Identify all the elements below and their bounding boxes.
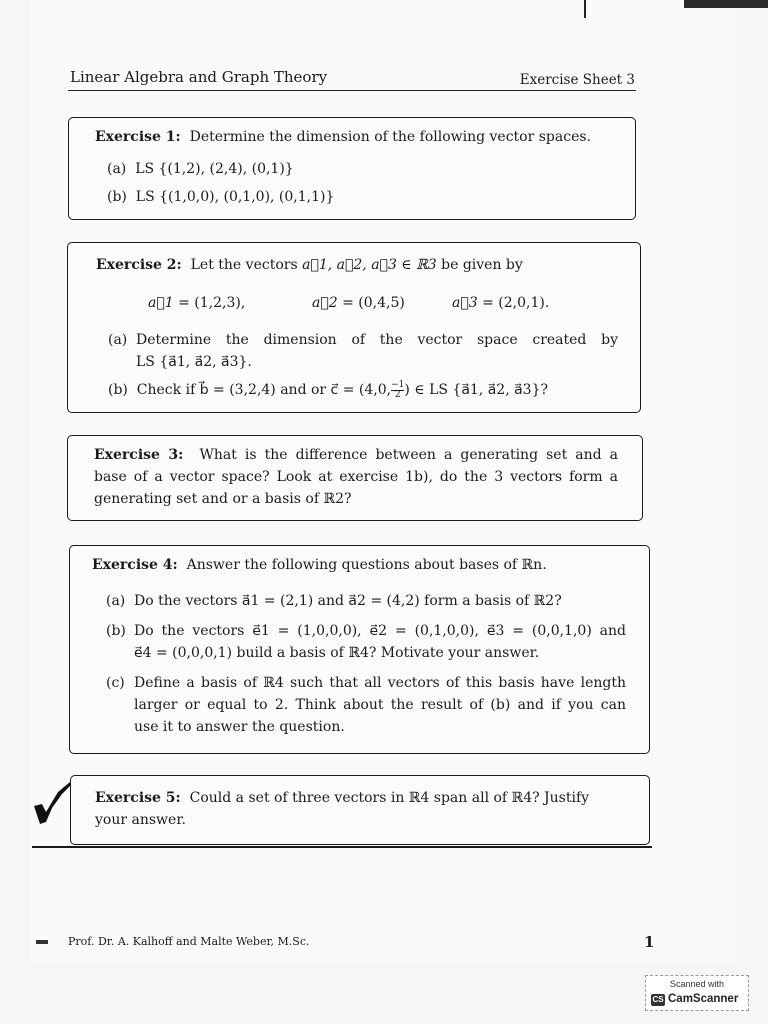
exercise-2-item-a: (a) Determine the dimension of the vector space created by LS {a⃗1, a⃗2, a⃗3}. [108, 332, 618, 370]
exercise-3-box [67, 435, 643, 521]
vector-a2: a⃗2 = (0,4,5) [312, 295, 405, 311]
sheet-title: Exercise Sheet 3 [519, 72, 635, 88]
exercise-4-item-b: (b) Do the vectors e⃗1 = (1,0,0,0), e⃗2 = (0,1,0,0), e⃗3 = (0,0,1,0) and e⃗4 = (0,0,0,1) build a basis of ℝ4? Motivate your answer. [106, 623, 626, 661]
exercise-5-label: Exercise 5: [95, 790, 181, 806]
exercise-2-item-b: (b) Check if b⃗ = (3,2,4) and or c⃗ = (4,0, $\frac{-1}{2}$ ) ∈ LS {a⃗1, a⃗2, a⃗3}? [108, 379, 548, 400]
camscanner-badge [645, 975, 749, 1011]
vector-a3: a⃗3 = (2,0,1). [452, 295, 550, 311]
exercise-1-label: Exercise 1: [95, 129, 181, 145]
scan-edge-mark [584, 0, 586, 18]
exercise-2-box [67, 242, 641, 413]
exercise-4-item-c: (c) Define a basis of ℝ4 such that all vectors of this basis have length larger or equal to 2. Think about the result of (b) and if you can use it to answer the question. [106, 675, 626, 735]
exercise-5-line2: your answer. [95, 812, 186, 828]
exercise-1-prompt: Determine the dimension of the following vector spaces. [189, 129, 592, 145]
exercise-4-prompt: Answer the following questions about bases of ℝn. [186, 557, 547, 573]
page-number: 1 [644, 933, 655, 951]
course-title: Linear Algebra and Graph Theory [70, 68, 328, 86]
exercise-3-line3: generating set and or a basis of ℝ2? [94, 491, 352, 507]
exercise-4-label: Exercise 4: [92, 557, 178, 573]
exercise-4-box [69, 545, 650, 754]
exercise-3-label: Exercise 3: [94, 447, 184, 463]
exercise-5-box [70, 775, 650, 845]
exercise-5-line1: Could a set of three vectors in ℝ4 span all of ℝ4? Justify [189, 790, 590, 806]
exercise-3-line1: What is the difference between a generating set and a [199, 447, 618, 463]
exercise-2-prompt-start: Let the vectors [190, 257, 298, 273]
footer-authors: Prof. Dr. A. Kalhoff and Malte Weber, M.Sc. [68, 935, 310, 948]
exercise-1-item-b: (b) LS {(1,0,0), (0,1,0), (0,1,1)} [107, 189, 335, 205]
exercise-5-underline [32, 846, 652, 848]
exercise-1-item-a: (a) LS {(1,2), (2,4), (0,1)} [107, 161, 294, 177]
exercise-2-label: Exercise 2: [96, 257, 182, 273]
badge-app-name: CamScanner [668, 993, 739, 1005]
badge-caption: Scanned with [669, 979, 725, 989]
exercise-2-prompt-vectors: a⃗1, a⃗2, a⃗3 ∈ ℝ3 [302, 257, 437, 273]
footer-mark [36, 940, 48, 944]
fraction-minus-one-half: $\frac{-1}{2}$ [391, 379, 405, 400]
camscanner-logo-icon: CS [652, 995, 664, 1004]
exercise-1-box [68, 117, 636, 220]
vector-a1: a⃗1 = (1,2,3), [148, 295, 246, 311]
header-rule [68, 90, 636, 91]
exercise-4-item-a: (a) Do the vectors a⃗1 = (2,1) and a⃗2 = (4,2) form a basis of ℝ2? [106, 593, 562, 609]
exercise-2-prompt-end: be given by [441, 257, 523, 273]
scan-corner-shadow [684, 0, 768, 8]
exercise-3-line2: base of a vector space? Look at exercise 1b), do the 3 vectors form a [94, 469, 618, 485]
